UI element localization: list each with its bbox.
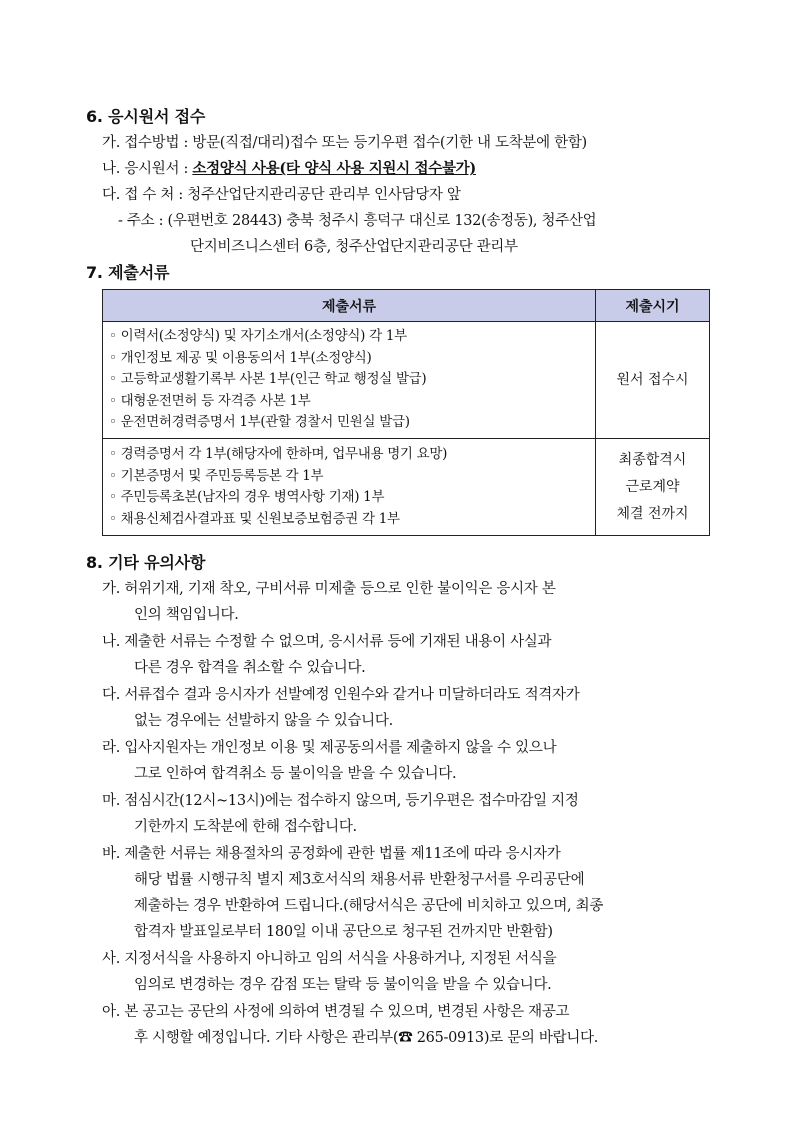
notice-line: 아. 본 공고는 공단의 사정에 의하여 변경될 수 있으며, 변경된 사항은 재공고 — [102, 1004, 570, 1020]
documents-group-2 — [103, 439, 596, 536]
form-requirement-underlined: 소정양식 사용(타 양식 사용 지원시 접수불가) — [192, 160, 476, 177]
notice-line: 사. 지정서식을 사용하지 아니하고 임의 서식을 사용하거나, 지정된 서식을 — [102, 951, 557, 967]
table-header-row — [103, 290, 710, 322]
list-item: ◦ 대형운전면허 등 자격증 사본 1부 — [109, 392, 311, 409]
table-header-timing: 제출시기 — [596, 290, 710, 322]
notice-line: 다른 경우 합격을 취소할 수 있습니다. — [134, 660, 366, 676]
list-item: ◦ 기본증명서 및 주민등록등본 각 1부 — [109, 467, 324, 484]
notice-line: 임의로 변경하는 경우 감점 또는 탈락 등 불이익을 받을 수 있습니다. — [134, 977, 552, 993]
notice-line: 가. 허위기재, 기재 착오, 구비서류 미제출 등으로 인한 불이익은 응시자 본 — [102, 581, 556, 597]
list-item: ◦ 고등학교생활기록부 사본 1부(인근 학교 행정실 발급) — [109, 371, 427, 388]
table-header-documents: 제출서류 — [103, 290, 596, 322]
timing-line: 최종합격시 — [618, 451, 687, 468]
list-item: ◦ 이력서(소정양식) 및 자기소개서(소정양식) 각 1부 — [109, 328, 407, 345]
notice-line: 라. 입사지원자는 개인정보 이용 및 제공동의서를 제출하지 않을 수 있으나 — [102, 740, 557, 756]
notice-line: 기한까지 도착분에 한해 접수합니다. — [134, 819, 357, 835]
notice-line: 해당 법률 시행규칙 별지 제3호서식의 채용서류 반환청구서를 우리공단에 — [134, 872, 585, 888]
list-item: ◦ 채용신체검사결과표 및 신원보증보험증권 각 1부 — [109, 510, 400, 527]
timing-line: 근로계약 — [625, 478, 680, 495]
list-item: ◦ 운전면허경력증명서 1부(관할 경찰서 민원실 발급) — [109, 414, 410, 431]
table-row — [103, 322, 710, 439]
notice-line: 후 시행할 예정입니다. 기타 사항은 관리부(☎ 265-0913)로 문의 바랍니다. — [134, 1030, 599, 1046]
documents-table — [102, 289, 710, 536]
section-6-item-form — [102, 157, 476, 178]
notice-line: 마. 점심시간(12시~13시)에는 접수하지 않으며, 등기우편은 접수마감일 지정 — [102, 793, 579, 809]
section-7-heading: 7. 제출서류 — [86, 263, 170, 282]
notice-line: 인의 책임입니다. — [134, 607, 239, 623]
list-item: ◦ 주민등록초본(남자의 경우 병역사항 기재) 1부 — [109, 489, 385, 505]
section-8-heading: 8. 기타 유의사항 — [86, 553, 206, 572]
notice-line: 합격자 발표일로부터 180일 이내 공단으로 청구된 건까지만 반환함) — [134, 924, 553, 940]
timing-group-1: 원서 접수시 — [596, 322, 710, 439]
documents-group-1 — [103, 322, 596, 439]
section-6-address-line2: 단지비즈니스센터 6층, 청주산업단지관리공단 관리부 — [190, 239, 518, 255]
notice-line: 그로 인하여 합격취소 등 불이익을 받을 수 있습니다. — [134, 766, 457, 782]
section-6-heading: 6. 응시원서 접수 — [86, 107, 206, 126]
list-item: ◦ 경력증명서 각 1부(해당자에 한하며, 업무내용 명기 요망) — [109, 446, 448, 462]
notice-line: 제출하는 경우 반환하여 드립니다.(해당서식은 공단에 비치하고 있으며, 최종 — [134, 898, 604, 914]
notice-line: 나. 제출한 서류는 수정할 수 없으며, 응시서류 등에 기재된 내용이 사실과 — [102, 634, 552, 650]
list-item: ◦ 개인정보 제공 및 이용동의서 1부(소정양식) — [109, 349, 372, 366]
section-6-address-line1: - 주소 : (우편번호 28443) 충북 청주시 흥덕구 대신로 132(송정동), 청주산업 — [118, 213, 597, 229]
form-label: 나. 응시원서 : — [102, 161, 193, 177]
table-row — [103, 439, 710, 536]
timing-line: 체결 전까지 — [616, 505, 689, 522]
notice-line: 없는 경우에는 선발하지 않을 수 있습니다. — [134, 713, 393, 729]
timing-group-2 — [596, 439, 710, 536]
section-6-item-place: 다. 접 수 처 : 청주산업단지관리공단 관리부 인사담당자 앞 — [102, 187, 461, 203]
notice-line: 다. 서류접수 결과 응시자가 선발예정 인원수와 같거나 미달하더라도 적격자가 — [102, 687, 580, 703]
notice-line: 바. 제출한 서류는 채용절차의 공정화에 관한 법률 제11조에 따라 응시자가 — [102, 846, 561, 862]
section-6-item-method: 가. 접수방법 : 방문(직접/대리)접수 또는 등기우편 접수(기한 내 도착분에 한함) — [102, 135, 587, 151]
